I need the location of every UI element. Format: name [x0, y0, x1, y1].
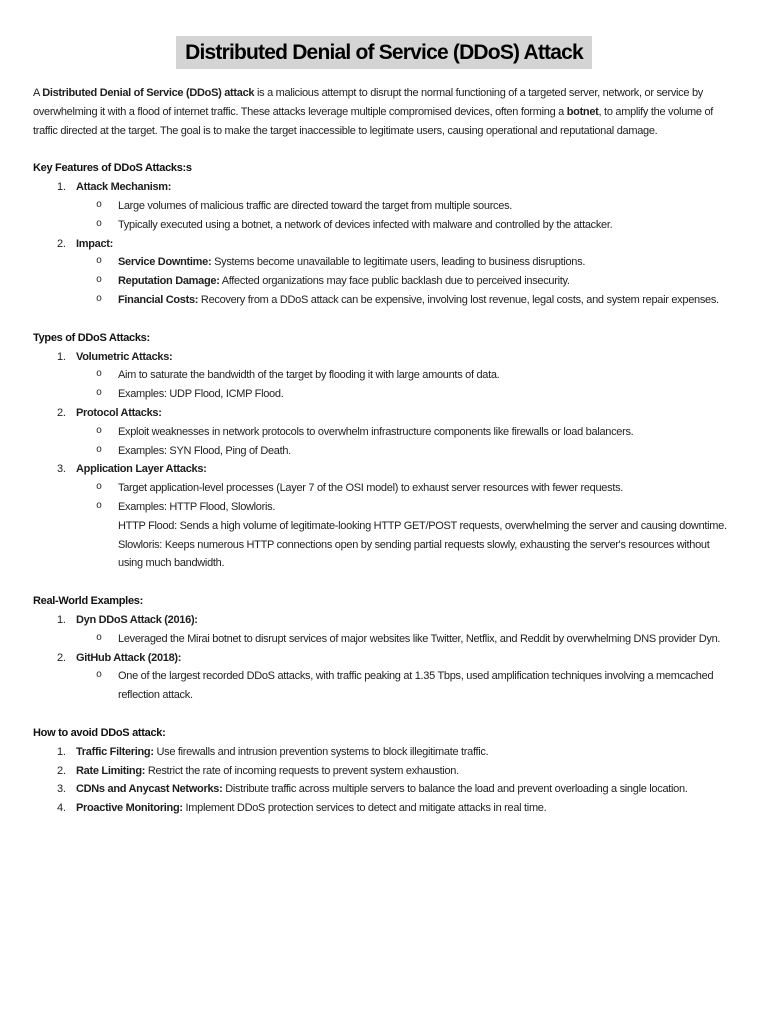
bullet-label: Reputation Damage: [118, 275, 220, 288]
intro-bold-phrase: Distributed Denial of Service (DDoS) attack [42, 87, 255, 99]
item-text [76, 348, 735, 367]
item-label: Rate Limiting: [76, 764, 146, 777]
item-label: GitHub Attack (2018): [76, 651, 182, 664]
numbered-item [33, 743, 735, 762]
item-text [76, 611, 735, 630]
bullet-item [33, 498, 735, 517]
bullet-text [118, 630, 735, 649]
bullet-marker: o [96, 444, 102, 456]
item-number: 1. [57, 181, 66, 194]
item-number: 1. [57, 350, 66, 363]
item-text [76, 404, 735, 423]
item-number: 2. [57, 764, 66, 777]
bullet-item [33, 423, 735, 442]
item-text [76, 178, 735, 197]
intro-text: , to amplify the volume of traffic directed at the target. The goal is to make the target inaccessible to legitimate users, causing operational and reputational damage. [33, 105, 714, 137]
bullet-item [33, 630, 735, 649]
intro-text: is a malicious attempt to disrupt the normal functioning of a targeted server, network, or service by overwhelming it with a flood of internet traffic. These attacks leverage multiple compromised devices, often forming a [33, 87, 703, 118]
bullet-text [118, 479, 735, 498]
bullet-text [118, 667, 735, 705]
item-number: 1. [57, 745, 66, 758]
item-label: Proactive Monitoring: [76, 802, 183, 815]
item-number: 2. [57, 651, 66, 664]
section [33, 329, 735, 573]
section [33, 159, 735, 309]
bullet-text [118, 366, 735, 385]
bullet-body: Affected organizations may face public backlash due to perceived insecurity. [219, 275, 570, 288]
item-label: Attack Mechanism: [76, 181, 172, 194]
item-number: 2. [57, 237, 66, 250]
bullet-marker: o [96, 482, 102, 494]
numbered-item [33, 235, 735, 254]
title-row [33, 36, 735, 69]
bullet-marker: o [96, 275, 102, 287]
item-label: Impact: [76, 237, 114, 250]
numbered-item [33, 460, 735, 479]
bullet-item [33, 442, 735, 461]
bullet-marker: o [96, 218, 102, 230]
bullet-marker: o [96, 199, 102, 211]
numbered-item [33, 611, 735, 630]
item-text [76, 743, 735, 762]
bullet-text [118, 498, 735, 517]
item-body: Implement DDoS protection services to detect and mitigate attacks in real time. [182, 802, 547, 815]
bullet-item [33, 667, 735, 705]
continuation-line: HTTP Flood: Sends a high volume of legitimate-looking HTTP GET/POST requests, overwhelming the server and causing downtime. [118, 519, 727, 532]
bullet-marker: o [96, 293, 102, 305]
intro-paragraph [33, 84, 735, 140]
bullet-item [33, 216, 735, 235]
bullet-item [33, 479, 735, 498]
bullet-text [118, 216, 735, 235]
bullet-body: Large volumes of malicious traffic are directed toward the target from multiple sources. [118, 199, 513, 212]
bullet-marker: o [96, 369, 102, 381]
bullet-item [33, 197, 735, 216]
item-text [76, 460, 735, 479]
numbered-item [33, 780, 735, 799]
bullet-body: One of the largest recorded DDoS attacks, with traffic peaking at 1.35 Tbps, used amplification techniques involving a memcached reflection attack. [118, 670, 714, 702]
bullet-item [33, 253, 735, 272]
bullet-body: Typically executed using a botnet, a network of devices infected with malware and controlled by the attacker. [118, 218, 613, 231]
numbered-item [33, 348, 735, 367]
numbered-item [33, 178, 735, 197]
item-body: Use firewalls and intrusion prevention systems to block illegitimate traffic. [153, 745, 489, 758]
section-heading: Types of DDoS Attacks: [33, 331, 150, 344]
continuation-line: Slowloris: Keeps numerous HTTP connections open by sending partial requests slowly, exhausting the server's resources without using much bandwidth. [118, 538, 710, 570]
bullet-text [118, 272, 735, 291]
bullet-text [118, 197, 735, 216]
item-number: 4. [57, 802, 66, 815]
item-label: Volumetric Attacks: [76, 350, 173, 363]
bullet-marker: o [96, 388, 102, 400]
bullet-body: Systems become unavailable to legitimate users, leading to business disruptions. [211, 256, 586, 269]
item-number: 3. [57, 783, 66, 796]
bullet-marker: o [96, 425, 102, 437]
bullet-body: Examples: HTTP Flood, Slowloris. [118, 500, 276, 513]
item-text [76, 780, 735, 799]
intro-text: A [33, 87, 43, 99]
item-text [76, 235, 735, 254]
section-heading: How to avoid DDoS attack: [33, 726, 166, 739]
numbered-item [33, 762, 735, 781]
document-title: Distributed Denial of Service (DDoS) Attack [176, 36, 592, 69]
bullet-text [118, 291, 735, 310]
bullet-body: Recovery from a DDoS attack can be expensive, involving lost revenue, legal costs, and system repair expenses. [198, 293, 719, 306]
bullet-marker: o [96, 670, 102, 682]
bullet-label: Financial Costs: [118, 293, 199, 306]
bullet-text [118, 423, 735, 442]
item-number: 1. [57, 613, 66, 626]
item-body: Restrict the rate of incoming requests to prevent system exhaustion. [145, 764, 459, 777]
bullet-item [33, 385, 735, 404]
numbered-item [33, 799, 735, 818]
bullet-body: Target application-level processes (Layer 7 of the OSI model) to exhaust server resources with fewer requests. [118, 482, 624, 495]
bullet-marker: o [96, 632, 102, 644]
bullet-body: Examples: SYN Flood, Ping of Death. [118, 444, 291, 457]
item-label: Traffic Filtering: [76, 745, 154, 758]
bullet-text [118, 253, 735, 272]
bullet-body: Examples: UDP Flood, ICMP Flood. [118, 388, 284, 401]
numbered-item [33, 404, 735, 423]
item-number: 3. [57, 463, 66, 476]
item-label: Dyn DDoS Attack (2016): [76, 613, 198, 626]
item-text [76, 799, 735, 818]
section-heading: Real-World Examples: [33, 595, 143, 608]
bullet-item [33, 272, 735, 291]
numbered-item [33, 649, 735, 668]
item-number: 2. [57, 406, 66, 419]
item-body: Distribute traffic across multiple servers to balance the load and prevent overloading a single location. [222, 783, 688, 796]
bullet-body: Exploit weaknesses in network protocols to overwhelm infrastructure components like firewalls or load balancers. [118, 425, 634, 438]
bullet-body: Leveraged the Mirai botnet to disrupt services of major websites like Twitter, Netflix, and Reddit by overwhelming DNS provider Dyn. [118, 632, 721, 645]
item-label: Protocol Attacks: [76, 406, 162, 419]
bullet-marker: o [96, 256, 102, 268]
document-sections [33, 159, 735, 818]
item-text [76, 762, 735, 781]
bullet-item [33, 291, 735, 310]
item-text [76, 649, 735, 668]
bullet-marker: o [96, 500, 102, 512]
section [33, 724, 735, 818]
item-label: CDNs and Anycast Networks: [76, 783, 223, 796]
section [33, 592, 735, 705]
intro-bold-phrase: botnet [566, 105, 599, 118]
section-heading: Key Features of DDoS Attacks:s [33, 162, 192, 175]
bullet-body: Aim to saturate the bandwidth of the target by flooding it with large amounts of data. [118, 369, 500, 382]
bullet-item [33, 366, 735, 385]
bullet-label: Service Downtime: [118, 256, 212, 269]
bullet-text [118, 442, 735, 461]
item-label: Application Layer Attacks: [76, 463, 207, 476]
bullet-text [118, 385, 735, 404]
